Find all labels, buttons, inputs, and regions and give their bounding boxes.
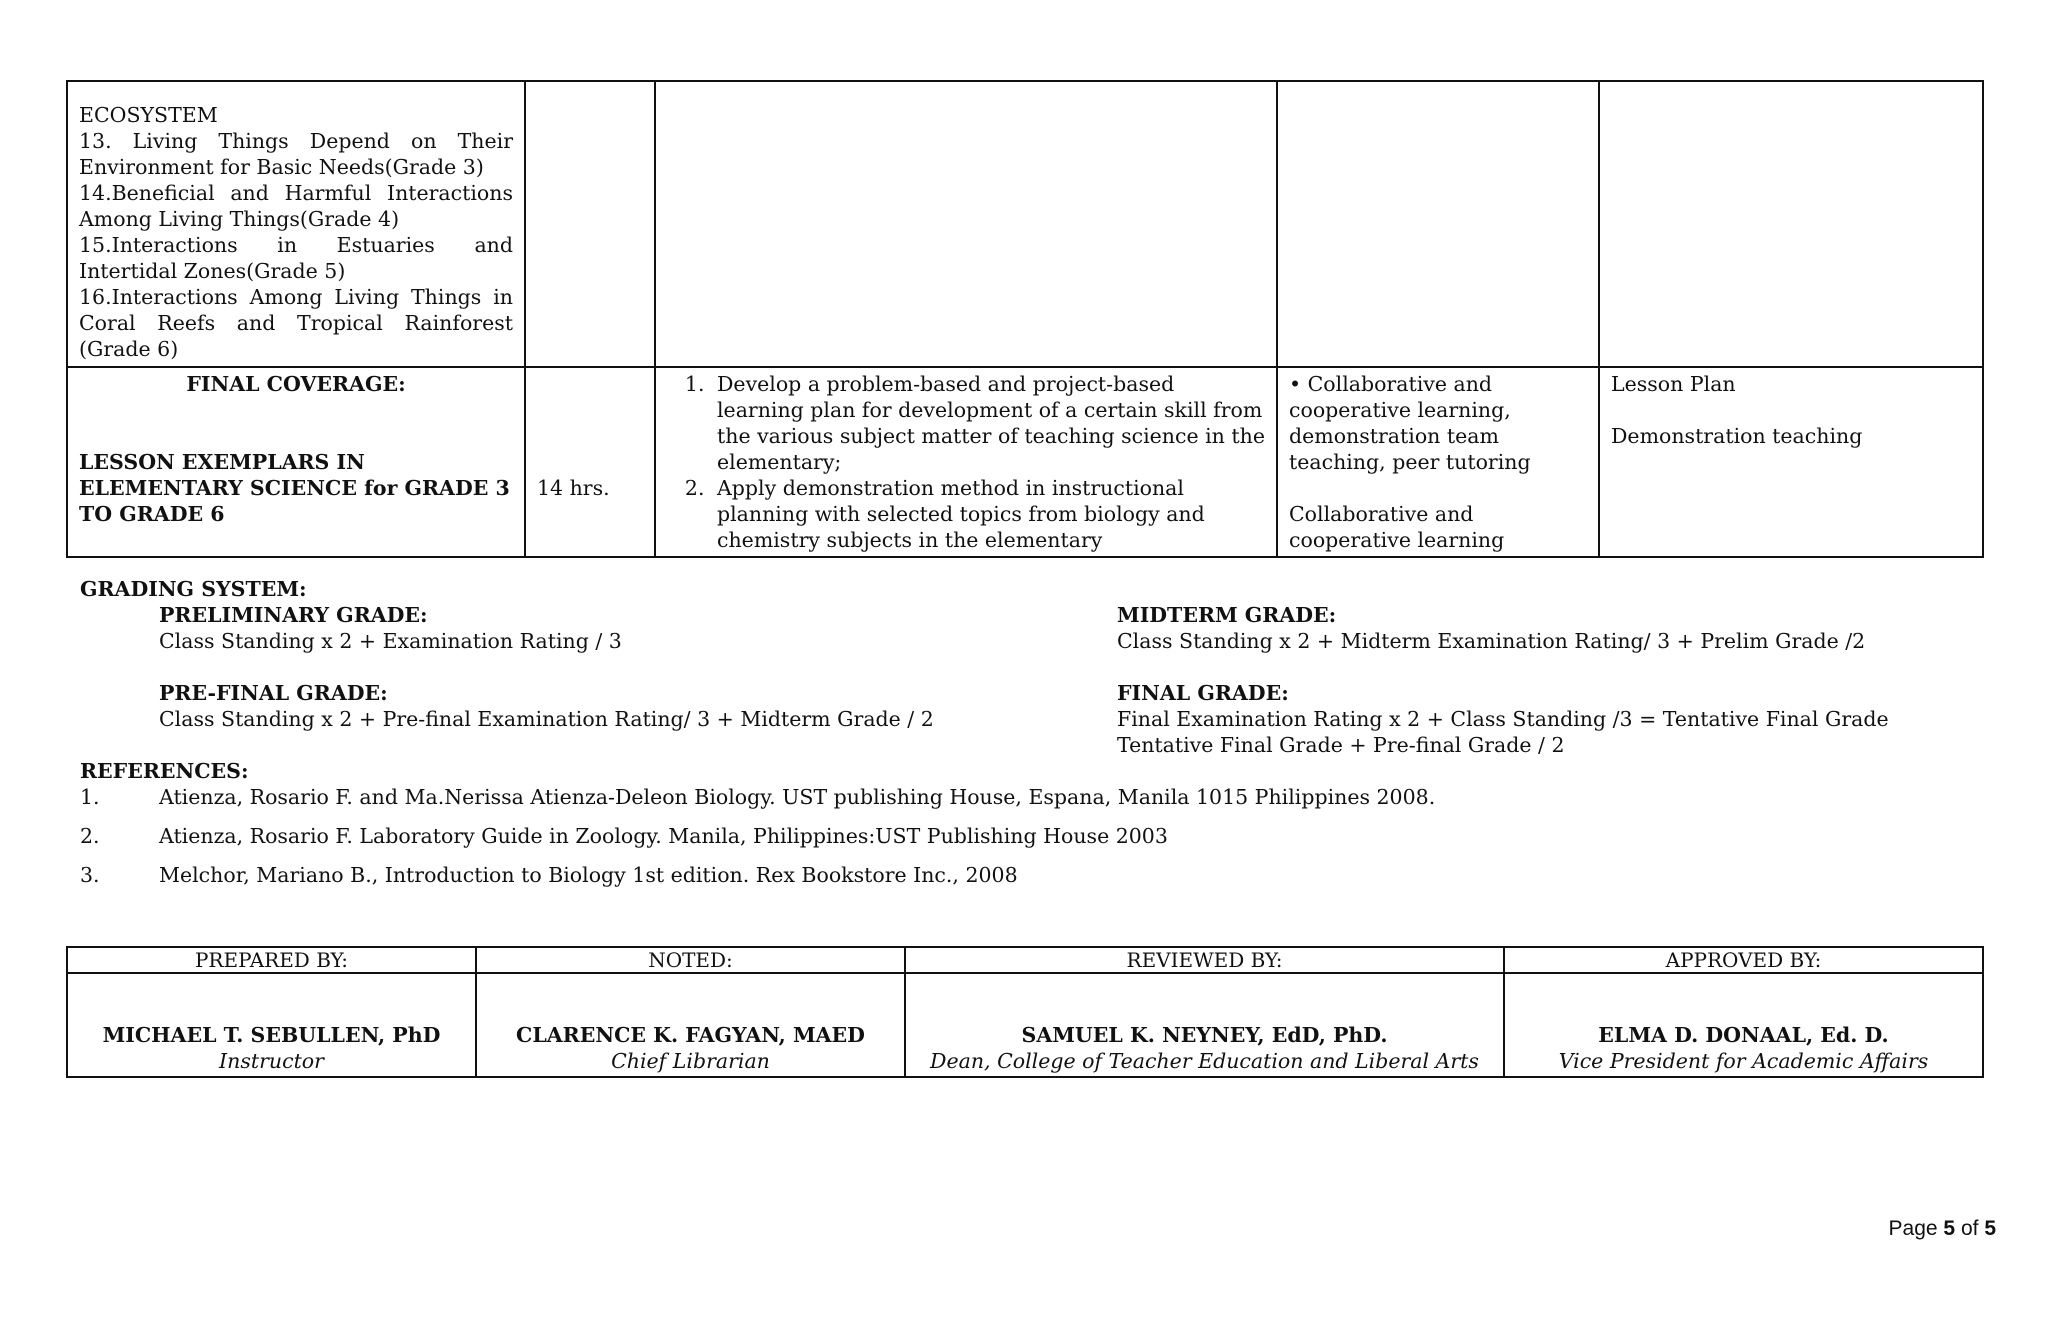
empty-cell bbox=[1277, 81, 1599, 367]
assessment-text: Lesson Plan bbox=[1611, 372, 1736, 396]
hours-value: 14 hrs. bbox=[537, 476, 610, 500]
lesson-title: LESSON EXEMPLARS IN ELEMENTARY SCIENCE for GRADE 3 TO GRADE 6 bbox=[79, 450, 510, 526]
objectives-list bbox=[667, 371, 1265, 553]
signature-header: NOTED: bbox=[476, 947, 905, 973]
page-number bbox=[1889, 1217, 1996, 1241]
table-row bbox=[67, 367, 1983, 557]
signature-cell bbox=[476, 973, 905, 1077]
empty-cell bbox=[1599, 81, 1983, 367]
prelim-formula: Class Standing x 2 + Examination Rating / 3 bbox=[159, 629, 622, 653]
topic-item: 14.Beneficial and Harmful Interactions Among Living Things(Grade 4) bbox=[79, 181, 513, 231]
signature-header: APPROVED BY: bbox=[1504, 947, 1983, 973]
final-coverage-label: FINAL COVERAGE: bbox=[186, 372, 406, 396]
list-item: 1. Develop a problem-based and project-based learning plan for development of a certain skill from the various subject matter of teaching science in the elementary; bbox=[711, 371, 1265, 475]
final-label: FINAL GRADE: bbox=[1117, 681, 1289, 705]
reference-number: 1. bbox=[80, 785, 100, 809]
strategy-text: • Collaborative and cooperative learning, demonstration team teaching, peer tutoring bbox=[1289, 372, 1531, 474]
empty-cell bbox=[655, 81, 1277, 367]
midterm-label: MIDTERM GRADE: bbox=[1117, 603, 1337, 627]
signatory-name: MICHAEL T. SEBULLEN, PhD bbox=[102, 1023, 441, 1047]
empty-cell bbox=[525, 81, 655, 367]
topics-cell bbox=[67, 81, 525, 367]
signatory-name: CLARENCE K. FAGYAN, MAED bbox=[516, 1023, 865, 1047]
total-pages: 5 bbox=[1984, 1217, 1996, 1240]
table-row bbox=[67, 973, 1983, 1077]
table-row bbox=[67, 81, 1983, 367]
final-coverage-cell bbox=[67, 367, 525, 557]
prefinal-label: PRE-FINAL GRADE: bbox=[159, 681, 388, 705]
grading-heading: GRADING SYSTEM: bbox=[80, 577, 307, 601]
signature-cell bbox=[1504, 973, 1983, 1077]
strategy-text: Collaborative and cooperative learning bbox=[1289, 502, 1505, 552]
current-page: 5 bbox=[1943, 1217, 1956, 1240]
signatory-name: ELMA D. DONAAL, Ed. D. bbox=[1598, 1023, 1889, 1047]
signature-cell bbox=[67, 973, 476, 1077]
references-heading: REFERENCES: bbox=[80, 759, 249, 783]
of-word: of bbox=[1960, 1217, 1979, 1240]
hours-cell bbox=[525, 367, 655, 557]
topic-item: 15.Interactions in Estuaries and Intertidal Zones(Grade 5) bbox=[79, 233, 513, 283]
signatory-name: SAMUEL K. NEYNEY, EdD, PhD. bbox=[1021, 1023, 1388, 1047]
course-content-table bbox=[66, 80, 1984, 558]
assessment-cell bbox=[1599, 367, 1983, 557]
reference-number: 3. bbox=[80, 863, 100, 887]
final-formula: Tentative Final Grade + Pre-final Grade / 2 bbox=[1117, 733, 1565, 757]
topic-item: 16.Interactions Among Living Things in Coral Reefs and Tropical Rainforest (Grade 6) bbox=[79, 285, 513, 361]
signatory-title: Instructor bbox=[219, 1049, 324, 1073]
final-formula: Final Examination Rating x 2 + Class Standing /3 = Tentative Final Grade bbox=[1117, 707, 1889, 731]
reference-number: 2. bbox=[80, 824, 100, 848]
signatory-title: Vice President for Academic Affairs bbox=[1558, 1049, 1929, 1073]
objectives-cell bbox=[655, 367, 1277, 557]
topic-item: 13. Living Things Depend on Their Environment for Basic Needs(Grade 3) bbox=[79, 129, 513, 179]
table-row bbox=[67, 947, 1983, 973]
signature-header: REVIEWED BY: bbox=[905, 947, 1504, 973]
signature-cell bbox=[905, 973, 1504, 1077]
topic-heading: ECOSYSTEM bbox=[79, 103, 218, 127]
page-word: Page bbox=[1888, 1217, 1938, 1240]
list-item: 2. Apply demonstration method in instructional planning with selected topics from biology and chemistry subjects in the elementary bbox=[711, 475, 1265, 553]
reference-text: Melchor, Mariano B., Introduction to Biology 1st edition. Rex Bookstore Inc., 2008 bbox=[159, 863, 1018, 887]
signatory-title: Dean, College of Teacher Education and Liberal Arts bbox=[930, 1049, 1479, 1073]
reference-text: Atienza, Rosario F. and Ma.Nerissa Atienza-Deleon Biology. UST publishing House, Espana, Manila 1015 Philippines 2008. bbox=[159, 785, 1436, 809]
signature-table bbox=[66, 946, 1984, 1078]
midterm-formula: Class Standing x 2 + Midterm Examination Rating/ 3 + Prelim Grade /2 bbox=[1117, 629, 1866, 653]
signatory-title: Chief Librarian bbox=[611, 1049, 770, 1073]
prelim-label: PRELIMINARY GRADE: bbox=[159, 603, 428, 627]
signature-header: PREPARED BY: bbox=[67, 947, 476, 973]
strategies-cell bbox=[1277, 367, 1599, 557]
reference-text: Atienza, Rosario F. Laboratory Guide in Zoology. Manila, Philippines:UST Publishing House 2003 bbox=[159, 824, 1168, 848]
assessment-text: Demonstration teaching bbox=[1611, 424, 1863, 448]
prefinal-formula: Class Standing x 2 + Pre-final Examination Rating/ 3 + Midterm Grade / 2 bbox=[159, 707, 934, 731]
